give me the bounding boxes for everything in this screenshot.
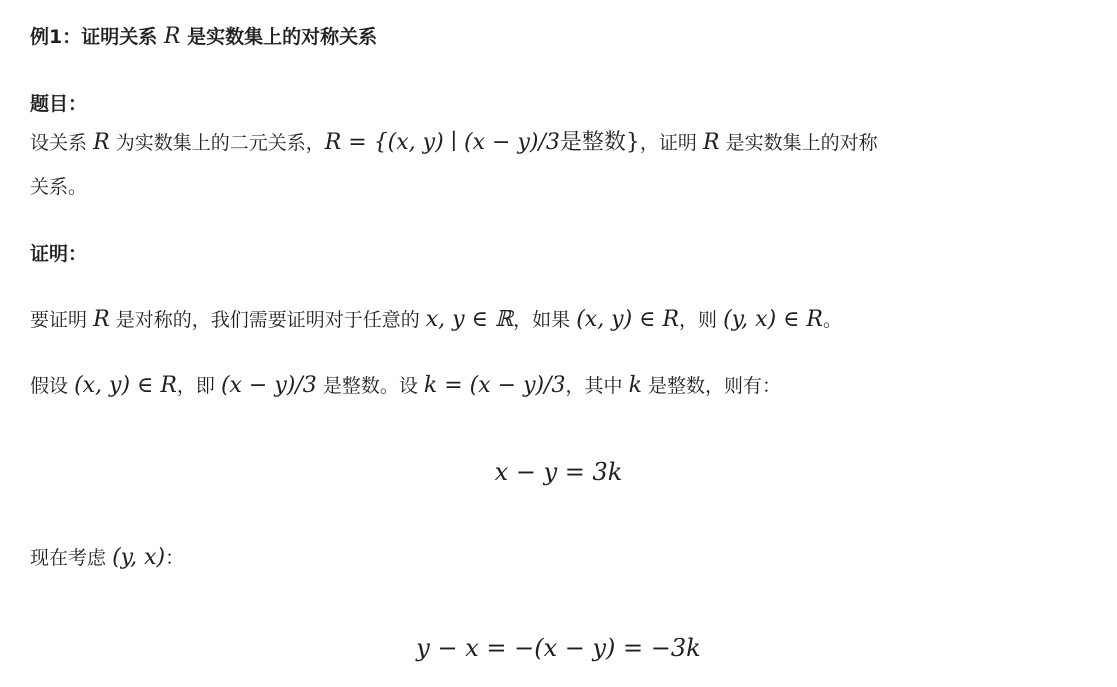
proof-heading: 证明： xyxy=(30,243,88,265)
page-title xyxy=(30,22,377,52)
p2-text-e: 是整数，则有： xyxy=(647,375,781,397)
problem-var-r: R xyxy=(93,130,110,155)
problem-heading: 题目： xyxy=(30,93,88,115)
proof-paragraph-2 xyxy=(30,371,781,401)
p2-formula-3: k = (x − y)/3 xyxy=(423,373,566,398)
p2-text-c: 是整数。设 xyxy=(322,375,418,397)
p1-formula-2: (x, y) ∈ R xyxy=(576,307,680,332)
display-equation-1: x − y = 3k xyxy=(494,458,623,486)
p1-text-d: ，则 xyxy=(679,309,718,331)
p1-formula-1: x, y ∈ ℝ xyxy=(425,307,514,332)
p1-text-b: 是对称的，我们需要证明对于任意的 xyxy=(115,309,420,331)
proof-paragraph-1 xyxy=(30,305,842,335)
p1-formula-3: (y, x) ∈ R xyxy=(723,307,823,332)
problem-formula-text: 是整数 xyxy=(559,130,626,155)
p1-text-a: 要证明 xyxy=(30,309,88,331)
p1-text-c: ，如果 xyxy=(513,309,571,331)
problem-text-d: 是实数集上的对称 xyxy=(725,132,878,154)
problem-text-b: 为实数集上的二元关系， xyxy=(115,132,325,154)
p1-text-e: 。 xyxy=(823,309,843,331)
problem-text-a: 设关系 xyxy=(30,132,88,154)
problem-var-r2: R xyxy=(702,130,720,155)
p3-text-b: ： xyxy=(165,547,185,569)
p2-var-k: k xyxy=(628,373,642,398)
problem-line-1 xyxy=(30,128,878,158)
proof-paragraph-3 xyxy=(30,543,184,573)
p3-text-a: 现在考虑 xyxy=(30,547,107,569)
problem-text-c: ，证明 xyxy=(639,132,697,154)
p3-formula: (y, x) xyxy=(112,545,166,570)
problem-formula: R = {(x, y) ∣ (x − y)/3 xyxy=(324,130,560,155)
p2-text-a: 假设 xyxy=(30,375,69,397)
title-suffix: 是实数集上的对称关系 xyxy=(187,26,378,48)
p2-text-b: ，即 xyxy=(176,375,215,397)
problem-line-2: 关系。 xyxy=(30,176,88,198)
problem-formula-close: } xyxy=(625,130,640,155)
p2-text-d: ，其中 xyxy=(565,375,623,397)
p2-formula-1: (x, y) ∈ R xyxy=(74,373,177,398)
p2-formula-2: (x − y)/3 xyxy=(220,373,317,398)
title-var: R xyxy=(163,24,181,49)
display-equation-2: y − x = −(x − y) = −3k xyxy=(416,634,701,662)
p1-var-r: R xyxy=(93,307,110,332)
title-prefix: 例1：证明关系 xyxy=(30,26,158,48)
